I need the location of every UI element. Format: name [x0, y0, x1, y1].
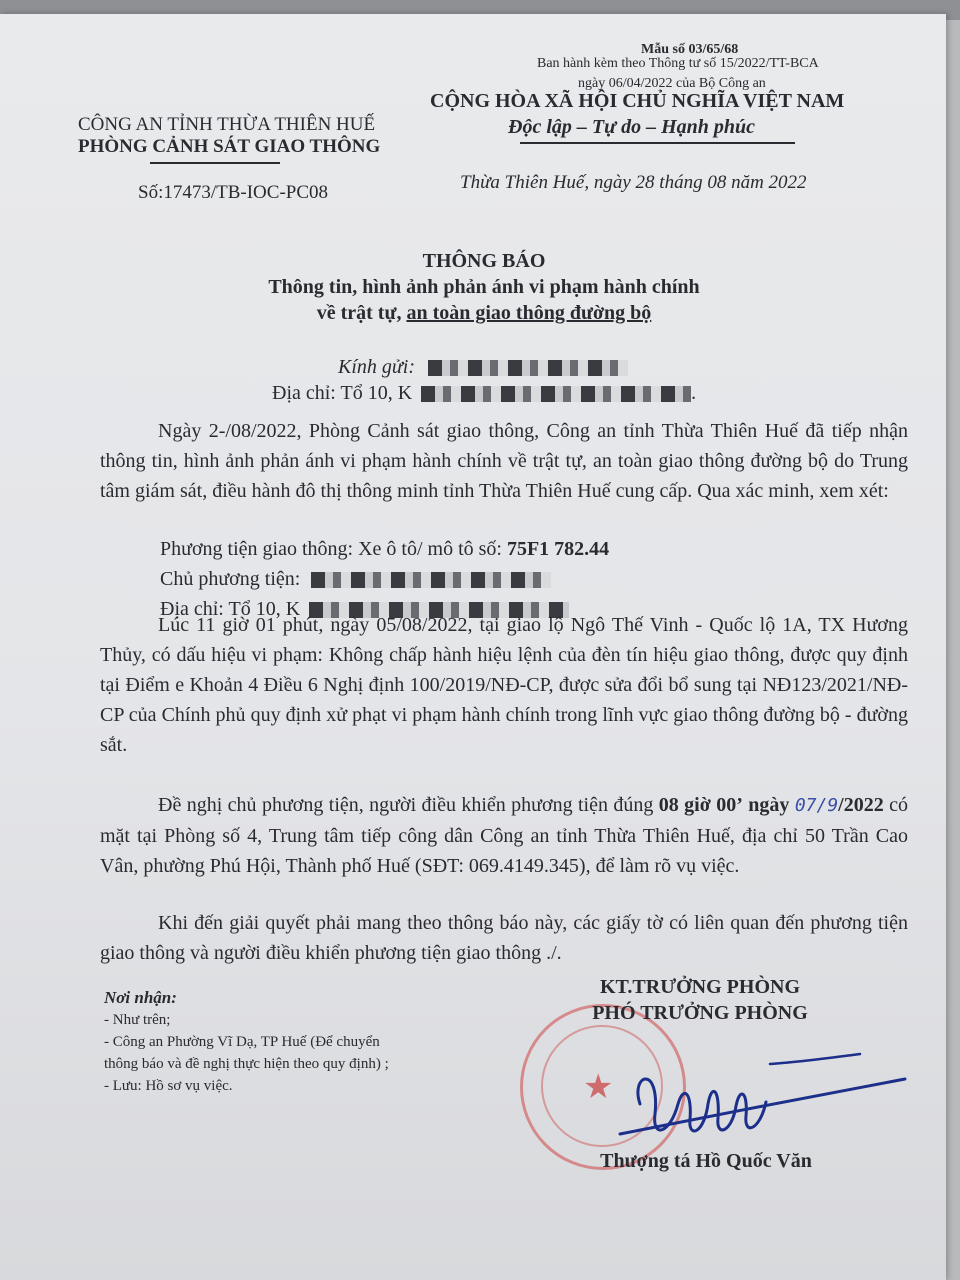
paragraph-1: Ngày 2-/08/2022, Phòng Cảnh sát giao thông, Công an tỉnh Thừa Thiên Huế đã tiếp nhận thông tin, hình ảnh phản ánh vi phạm hành chính về trật tự, an toàn giao thông đường bộ do Trung tâm giám sát, điều hành đô thị thông minh tỉnh Thừa Thiên Huế cung cấp. Qua xác minh, xem xét:	[100, 420, 908, 502]
notice-subtitle-part1: về trật tự,	[316, 302, 407, 324]
owner-label: Chủ phương tiện:	[160, 568, 301, 590]
receiver-item: thông báo và đề nghị thực hiện theo quy định) ;	[104, 1056, 389, 1072]
motto-underline	[520, 142, 795, 144]
notice-subtitle-line1: Thông tin, hình ảnh phản ánh vi phạm hành chính	[268, 276, 700, 298]
receivers-title: Nơi nhận:	[104, 988, 177, 1007]
recipient-address-label: Địa chỉ: Tổ 10, K	[272, 382, 413, 404]
vehicle-plate: 75F1 782.44	[506, 538, 610, 560]
notice-subtitle-part2: an toàn giao thông đường bộ	[406, 302, 652, 324]
paragraph-2: Lúc 11 giờ 01 phút, ngày 05/08/2022, tại giao lộ Ngô Thế Vinh - Quốc lộ 1A, TX Hương Thủy, có dấu hiệu vi phạm: Không chấp hành hiệu lệnh của đèn tín hiệu giao thông, được quy định tại Điểm e Khoản 4 Điều 6 Nghị định 100/2019/NĐ-CP, được sửa đổi bổ sung tại NĐ123/2021/NĐ-CP của Chính phủ quy định xử phạt vi phạm hành chính trong lĩnh vực giao thông đường bộ - đường sắt.	[100, 614, 908, 756]
stamp-star-icon: ★	[583, 1069, 614, 1106]
document-page	[0, 14, 946, 1280]
recipient-address-end: .	[691, 382, 697, 404]
signer-name: Thượng tá Hồ Quốc Văn	[600, 1150, 812, 1172]
vehicle-line	[160, 538, 609, 561]
recipient-address-redacted	[421, 386, 691, 402]
nation-title: CỘNG HÒA XÃ HỘI CHỦ NGHĨA VIỆT NAM	[430, 90, 845, 112]
p3-time: 08 giờ 00’	[658, 794, 743, 816]
form-issued-line2: ngày 06/04/2022 của Bộ Công an	[578, 76, 766, 91]
agency-parent: CÔNG AN TỈNH THỪA THIÊN HUẾ	[78, 114, 376, 135]
form-number: Mẫu số 03/65/68	[641, 42, 739, 57]
place-date: Thừa Thiên Huế, ngày 28 tháng 08 năm 2022	[460, 172, 807, 193]
p3-text-b: có mặt tại Phòng số 4, Trung tâm tiếp công dân Công an tỉnh Thừa Thiên Huế, địa chỉ 50 Trần Cao Vân, phường Phú Hội, Thành phố Huế (SĐT: 069.4149.345), để làm rõ vụ việc.	[100, 794, 909, 877]
nation-motto: Độc lập – Tự do – Hạnh phúc	[508, 116, 756, 138]
p3-day: ngày	[748, 794, 790, 816]
owner-redacted	[311, 572, 551, 588]
agency-name: PHÒNG CẢNH SÁT GIAO THÔNG	[78, 136, 381, 157]
notice-heading: THÔNG BÁO	[422, 250, 546, 272]
form-issued-line1: Ban hành kèm theo Thông tư số 15/2022/TT-BCA	[537, 56, 819, 71]
agency-underline	[150, 162, 280, 164]
notice-subtitle-line2	[317, 302, 652, 325]
p3-handwritten-date: 07/9	[794, 795, 839, 816]
recipient-redacted	[428, 360, 628, 376]
document-number: Số:17473/TB-IOC-PC08	[138, 182, 329, 203]
paragraph-4: Khi đến giải quyết phải mang theo thông báo này, các giấy tờ có liên quan đến phương tiện giao thông và người điều khiển phương tiện giao thông ./.	[100, 912, 908, 964]
recipient-line	[338, 356, 628, 379]
owner-address-label: Địa chỉ: Tổ 10, K	[160, 598, 301, 620]
p3-year: /2022	[838, 794, 884, 816]
receiver-item: - Như trên;	[104, 1012, 171, 1028]
owner-line	[160, 568, 551, 591]
signature-role1: KT.TRƯỞNG PHÒNG	[600, 976, 800, 998]
handwritten-signature	[600, 1044, 920, 1154]
recipient-address-line	[272, 382, 696, 405]
p3-text-a: Đề nghị chủ phương tiện, người điều khiển phương tiện đúng	[158, 794, 659, 816]
vehicle-label: Phương tiện giao thông: Xe ô tô/ mô tô số:	[160, 538, 507, 560]
recipient-label: Kính gửi:	[338, 356, 416, 378]
paragraph-3	[100, 790, 908, 881]
receiver-item: - Lưu: Hồ sơ vụ việc.	[104, 1078, 233, 1094]
signature-role2: PHÓ TRƯỞNG PHÒNG	[592, 1002, 808, 1024]
receiver-item: - Công an Phường Vĩ Dạ, TP Huế (Để chuyển	[104, 1034, 380, 1050]
